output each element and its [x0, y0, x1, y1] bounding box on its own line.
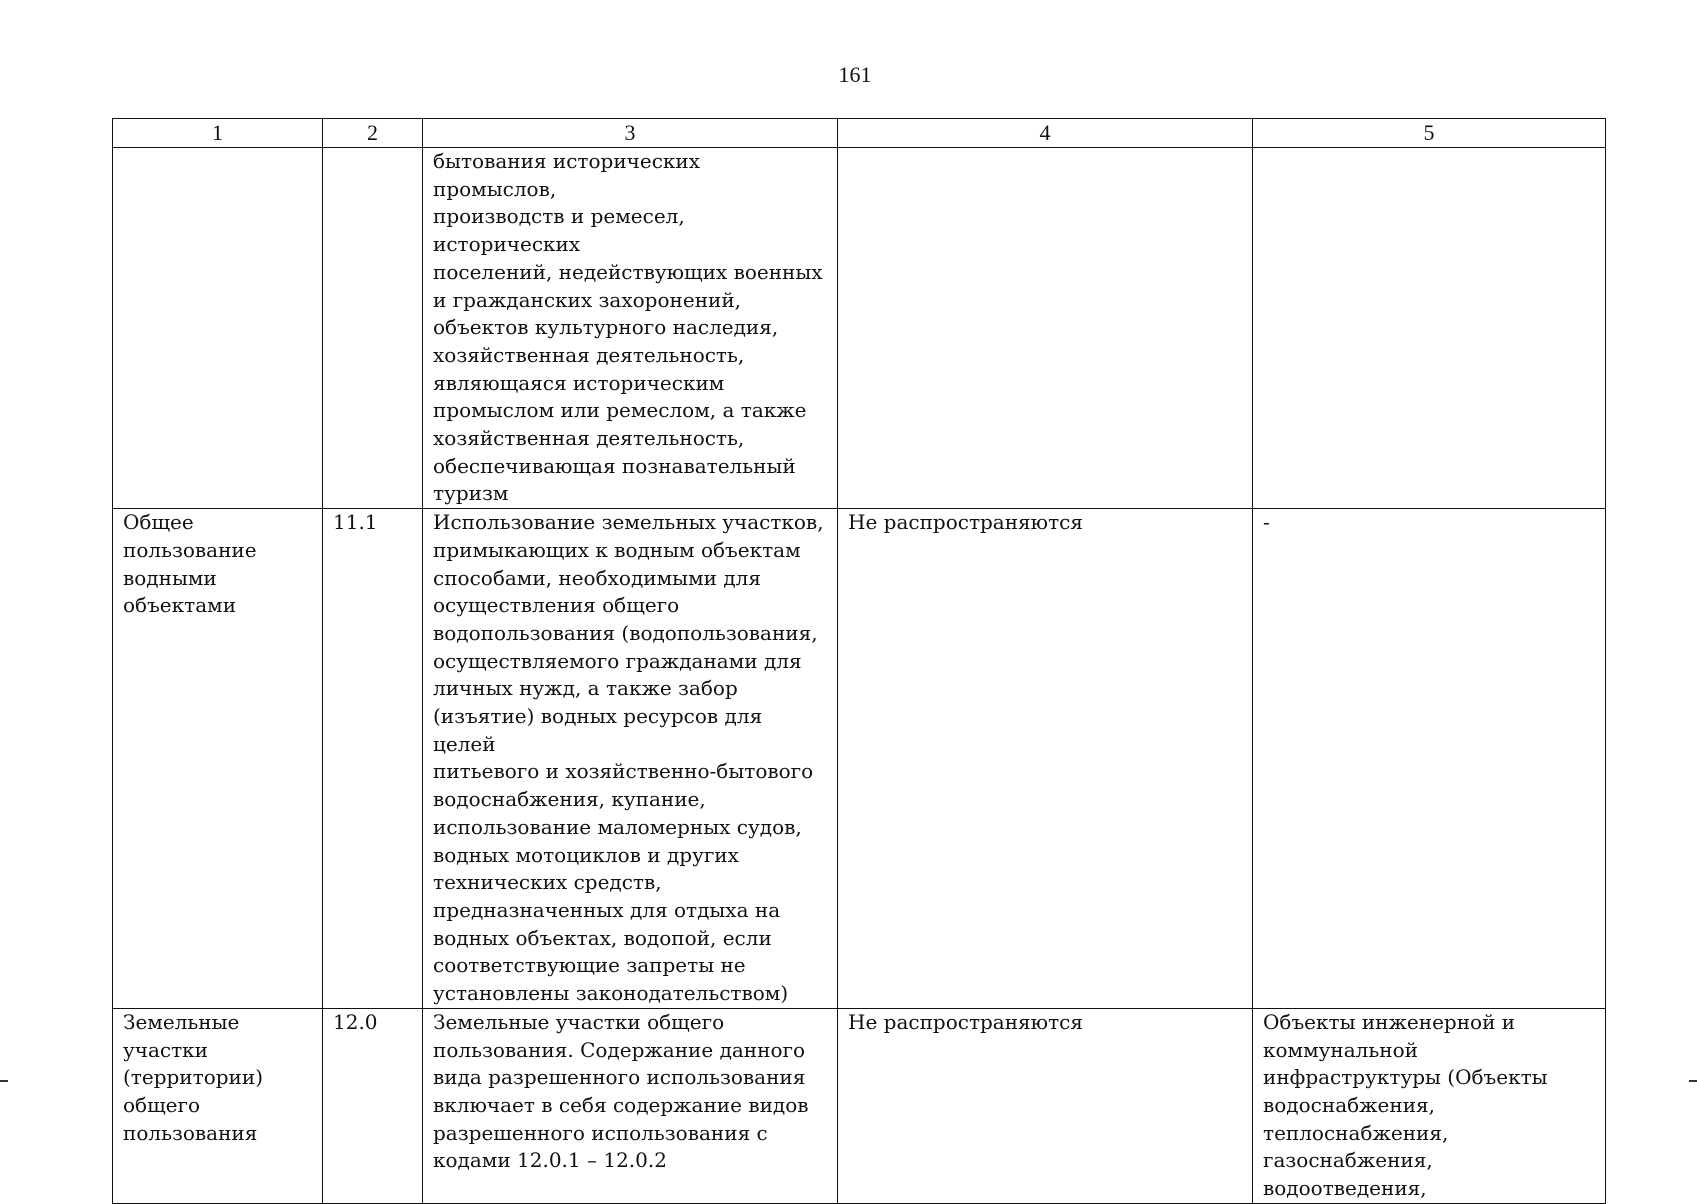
column-4-cell: [838, 148, 1253, 509]
table-row: [113, 1008, 1606, 1203]
table-header-row: [113, 119, 1606, 148]
table-row: [113, 148, 1606, 509]
land-use-name-cell: Общее пользование водными объектами: [113, 509, 323, 1009]
land-use-code-cell: 12.0: [323, 1008, 423, 1203]
header-cell-4: 4: [838, 119, 1253, 148]
land-use-description-cell: Земельные участки общего пользования. Содержание данного вида разрешенного использования включает в себя содержание видов разрешенного использования с кодами 12.0.1 – 12.0.2: [423, 1008, 838, 1203]
header-cell-3: 3: [423, 119, 838, 148]
table-row: [113, 509, 1606, 1009]
column-5-cell: Объекты инженерной и коммунальной инфраструктуры (Объекты водоснабжения, теплоснабжения, газоснабжения, водоотведения,: [1253, 1008, 1606, 1203]
column-5-cell: -: [1253, 509, 1606, 1009]
land-use-description-cell: бытования исторических промыслов, производств и ремесел, исторических поселений, недействующих военных и гражданских захоронений, объектов культурного наследия, хозяйственная деятельность, являющаяся историческим промыслом или ремеслом, а также хозяйственная деятельность, обеспечивающая познавательный туризм: [423, 148, 838, 509]
column-4-cell: Не распространяются: [838, 1008, 1253, 1203]
land-use-code-cell: 11.1: [323, 509, 423, 1009]
header-cell-2: 2: [323, 119, 423, 148]
land-use-table: [112, 118, 1606, 1204]
header-cell-1: 1: [113, 119, 323, 148]
land-use-name-cell: [113, 148, 323, 509]
scan-edge-mark-left: [0, 1080, 8, 1082]
column-4-cell: Не распространяются: [838, 509, 1253, 1009]
page-number: 161: [838, 62, 872, 87]
column-5-cell: [1253, 148, 1606, 509]
land-use-description-cell: Использование земельных участков, примыкающих к водным объектам способами, необходимыми для осуществления общего водопользования (водопользования, осуществляемого гражданами для личных нужд, а также забор (изъятие) водных ресурсов для целей питьевого и хозяйственно-бытового водоснабжения, купание, использование маломерных судов, водных мотоциклов и других технических средств, предназначенных для отдыха на водных объектах, водопой, если соответствующие запреты не установлены законодательством): [423, 509, 838, 1009]
land-use-code-cell: [323, 148, 423, 509]
scan-edge-mark-right: [1689, 1080, 1697, 1082]
header-cell-5: 5: [1253, 119, 1606, 148]
land-use-name-cell: Земельные участки (территории) общего пользования: [113, 1008, 323, 1203]
